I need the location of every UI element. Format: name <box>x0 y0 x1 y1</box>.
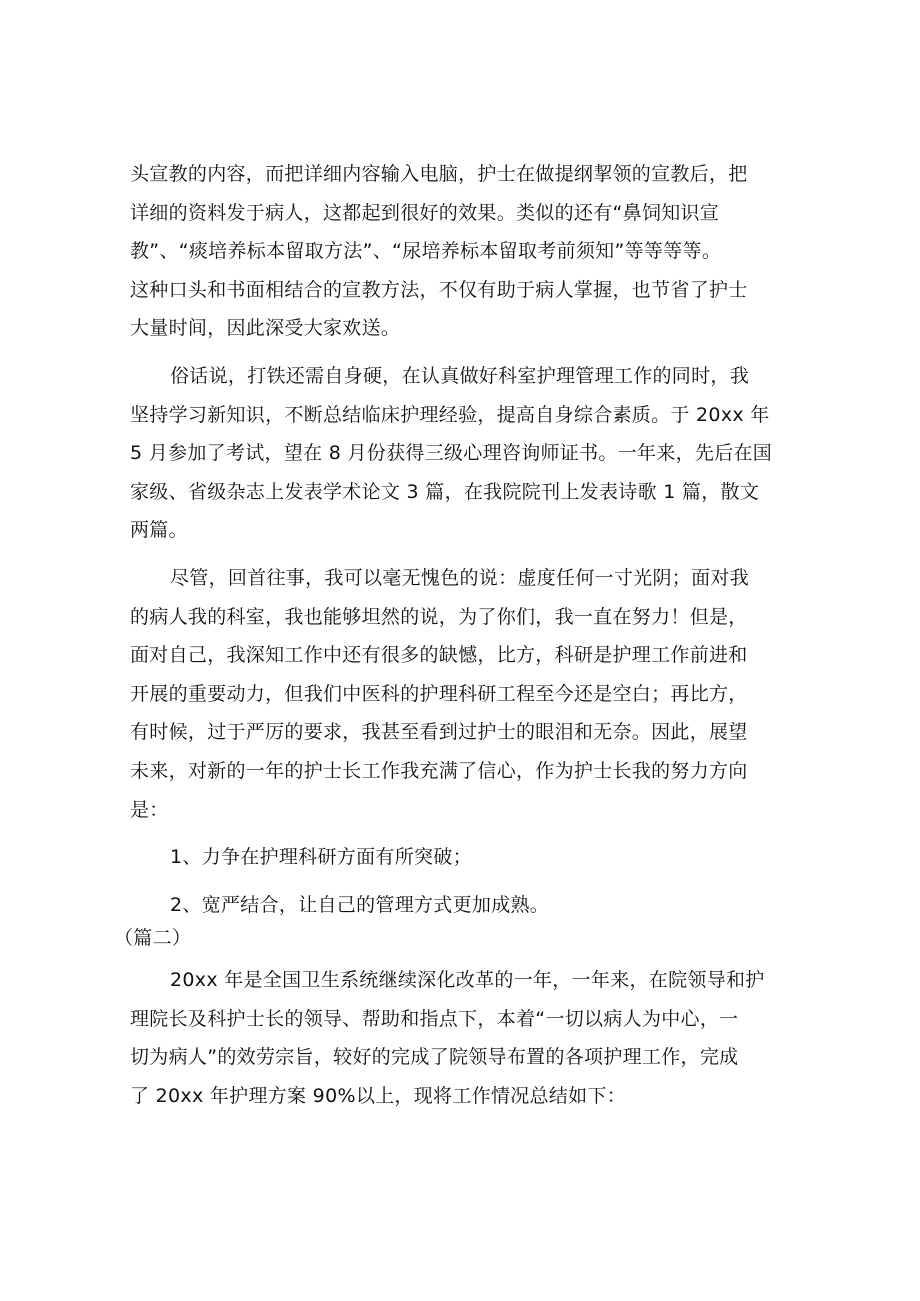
text-line: 5 月参加了考试，望在 8 月份获得三级心理咨询师证书。一年来，先后在国 <box>130 442 773 465</box>
section-heading <box>114 924 802 952</box>
text-line: 家级、省级杂志上发表学术论文 3 篇，在我院院刊上发表诗歌 1 篇，散文 <box>130 480 760 503</box>
text-line: 开展的重要动力，但我们中医科的护理科研工程至今还是空白；再比方， <box>130 682 748 705</box>
text-line: （篇二） <box>114 927 192 950</box>
list-item-goal-1 <box>130 838 802 877</box>
text-line: 有时候，过于严厉的要求，我甚至看到过护士的眼泪和无奈。因此，展望 <box>130 721 748 744</box>
list-item-goal-2 <box>130 886 802 925</box>
text-line: 2、宽严结合，让自己的管理方式更加成熟。 <box>170 893 550 916</box>
paragraph-self-improvement <box>130 357 802 550</box>
text-line: 两篇。 <box>130 519 188 542</box>
text-line: 的病人我的科室，我也能够坦然的说，为了你们，我一直在努力！但是， <box>130 605 748 628</box>
text-line: 教”、“痰培养标本留取方法”、“尿培养标本留取考前须知”等等等等。 <box>130 240 722 263</box>
text-line: 20xx 年是全国卫生系统继续深化改革的一年，一年来，在院领导和护 <box>170 969 765 992</box>
paragraph-reflection <box>130 559 802 829</box>
document-body <box>114 155 802 1116</box>
text-line: 大量时间，因此深受大家欢送。 <box>130 317 401 340</box>
text-line: 理院长及科护士长的领导、帮助和指点下，本着“一切以病人为中心，一 <box>130 1007 739 1030</box>
text-line: 1、力争在护理科研方面有所突破； <box>170 846 472 869</box>
text-line: 详细的资料发于病人，这都起到很好的效果。类似的还有“鼻饲知识宣 <box>130 201 720 224</box>
paragraph-annual-summary-intro <box>130 961 802 1115</box>
text-line: 头宣教的内容，而把详细内容输入电脑，护士在做提纲挈领的宣教后，把 <box>130 163 748 185</box>
text-line: 尽管，回首往事，我可以毫无愧色的说：虚度任何一寸光阴；面对我 <box>170 566 750 589</box>
text-line: 了 20xx 年护理方案 90%以上，现将工作情况总结如下： <box>130 1085 627 1108</box>
text-line: 俗话说，打铁还需自身硬，在认真做好科室护理管理工作的同时，我 <box>170 364 750 387</box>
text-line: 未来，对新的一年的护士长工作我充满了信心，作为护士长我的努力方向 <box>130 759 748 782</box>
text-line: 这种口头和书面相结合的宣教方法，不仅有助于病人掌握，也节省了护士 <box>130 278 748 301</box>
text-line: 切为病人”的效劳宗旨，较好的完成了院领导布置的各项护理工作，完成 <box>130 1046 739 1069</box>
text-line: 坚持学习新知识，不断总结临床护理经验，提高自身综合素质。于 20xx 年 <box>130 403 770 426</box>
text-line: 是： <box>130 798 169 821</box>
paragraph-health-education-continued <box>130 155 802 348</box>
text-line: 面对自己，我深知工作中还有很多的缺憾，比方，科研是护理工作前进和 <box>130 644 748 667</box>
